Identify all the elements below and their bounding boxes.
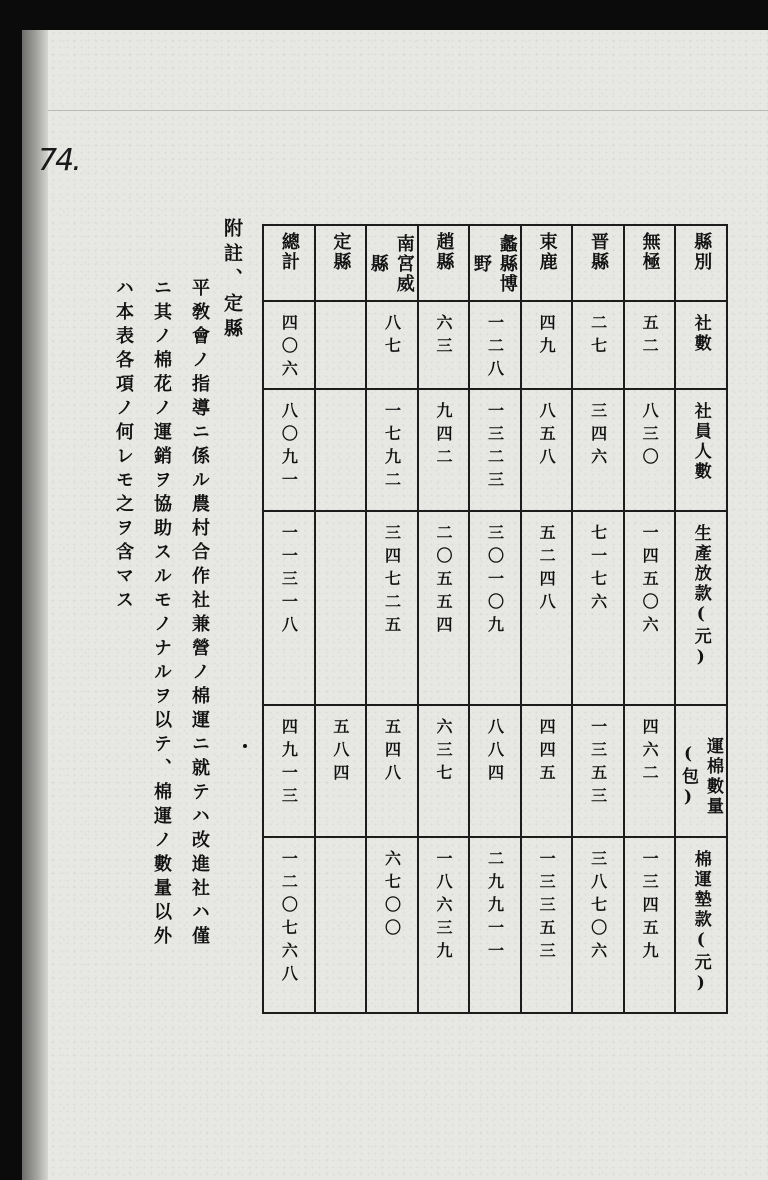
table-cell: 四六二 [624, 705, 676, 837]
table-cell: 五八四 [315, 705, 367, 837]
table-cell: 一二八 [469, 301, 521, 389]
table-cell: 八五八 [521, 389, 573, 511]
row-header: 社數 [675, 301, 727, 389]
column-header: 蠡縣博野 [469, 225, 521, 301]
table-cell: 六三 [418, 301, 470, 389]
table-row [263, 511, 727, 705]
note-line: 平敎會ノ指導ニ係ル農村合作社兼營ノ棉運ニ就テハ改進社ハ僅 [189, 278, 210, 950]
note-heading: 附註、定縣 [221, 218, 243, 343]
row-header: 運棉數量(包) [675, 705, 727, 837]
column-header: 定縣 [315, 225, 367, 301]
statistics-table-wrapper [262, 224, 728, 1014]
table-cell: 八七 [366, 301, 418, 389]
header-rule [48, 110, 768, 111]
page-number: 74. [38, 143, 80, 178]
table-cell: 一三五三 [572, 705, 624, 837]
table-cell: 三八七〇六 [572, 837, 624, 1013]
column-header: 總計 [263, 225, 315, 301]
table-cell: 四九 [521, 301, 573, 389]
table-cell: 五四八 [366, 705, 418, 837]
table-cell [315, 389, 367, 511]
table-cell: 七一七六 [572, 511, 624, 705]
column-header: 趙縣 [418, 225, 470, 301]
row-header: 生產放款(元) [675, 511, 727, 705]
row-header: 棉運墊款(元) [675, 837, 727, 1013]
column-header: 晋縣 [572, 225, 624, 301]
table-cell: 六三七 [418, 705, 470, 837]
ink-dot [243, 744, 247, 748]
table-cell: 四九一三 [263, 705, 315, 837]
column-header: 無極 [624, 225, 676, 301]
table-cell: 一三三五三 [521, 837, 573, 1013]
row-header: 社員人數 [675, 389, 727, 511]
table-cell: 三〇一〇九 [469, 511, 521, 705]
column-header: 南宮威縣 [366, 225, 418, 301]
table-cell: 九四二 [418, 389, 470, 511]
statistics-table [262, 224, 728, 1014]
table-cell: 一七九二 [366, 389, 418, 511]
table-cell: 五二 [624, 301, 676, 389]
table-cell [315, 301, 367, 389]
table-cell: 一八六三九 [418, 837, 470, 1013]
table-cell: 八〇九一 [263, 389, 315, 511]
column-header: 束鹿 [521, 225, 573, 301]
table-cell [315, 511, 367, 705]
table-cell: 一二〇七六八 [263, 837, 315, 1013]
table-cell: 二〇五五四 [418, 511, 470, 705]
note-line: ニ其ノ棉花ノ運銷ヲ協助スルモノナルヲ以テ、棉運ノ數量以外 [151, 278, 172, 950]
note-line: ハ本表各項ノ何レモ之ヲ含マス [113, 278, 134, 614]
table-cell: 四四五 [521, 705, 573, 837]
table-cell: 一三二三 [469, 389, 521, 511]
table-cell: 一一三一八 [263, 511, 315, 705]
table-cell: 一四五〇六 [624, 511, 676, 705]
table-header-row [263, 225, 727, 301]
table-row [263, 389, 727, 511]
table-row [263, 705, 727, 837]
table-cell [315, 837, 367, 1013]
corner-header: 縣別 [675, 225, 727, 301]
table-cell: 四〇六 [263, 301, 315, 389]
table-cell: 一三四五九 [624, 837, 676, 1013]
page-binding-edge [22, 30, 48, 1180]
table-row [263, 837, 727, 1013]
table-cell: 五二四八 [521, 511, 573, 705]
table-cell: 八八四 [469, 705, 521, 837]
table-cell: 八三〇 [624, 389, 676, 511]
table-cell: 三四七二五 [366, 511, 418, 705]
table-row [263, 301, 727, 389]
table-cell: 六七〇〇 [366, 837, 418, 1013]
table-cell: 二七 [572, 301, 624, 389]
table-cell: 二九九一一 [469, 837, 521, 1013]
table-cell: 三四六 [572, 389, 624, 511]
